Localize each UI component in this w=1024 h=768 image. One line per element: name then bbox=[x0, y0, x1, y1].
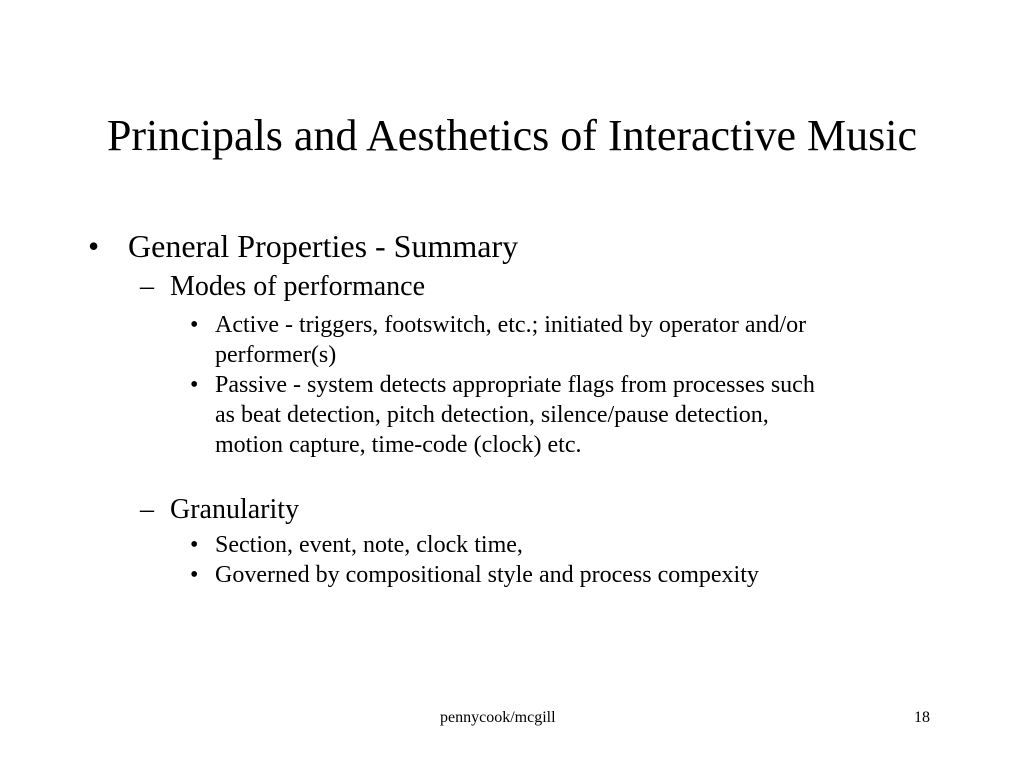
level2-dash-marker: – bbox=[140, 271, 154, 302]
section-label-granularity: Granularity bbox=[170, 494, 300, 525]
list-item-line: as beat detection, pitch detection, silence/pause detection, bbox=[215, 402, 769, 428]
list-item-line: motion capture, time-code (clock) etc. bbox=[215, 432, 582, 458]
page-number: 18 bbox=[914, 709, 930, 726]
level1-bullet-marker: • bbox=[88, 228, 100, 264]
level3-bullet-marker: • bbox=[190, 562, 199, 588]
level3-bullet-marker: • bbox=[190, 312, 199, 338]
level3-bullet-marker: • bbox=[190, 532, 199, 558]
list-item-line: Active - triggers, footswitch, etc.; initiated by operator and/or bbox=[215, 312, 807, 338]
footer-source: pennycook/mcgill bbox=[440, 709, 556, 726]
level2-dash-marker: – bbox=[140, 494, 154, 525]
list-item-line: performer(s) bbox=[215, 342, 337, 368]
section-label-modes-of-performance: Modes of performance bbox=[170, 271, 426, 302]
level1-heading: General Properties - Summary bbox=[128, 228, 519, 264]
list-item-line: Section, event, note, clock time, bbox=[215, 532, 523, 558]
list-item-line: Governed by compositional style and process compexity bbox=[215, 562, 759, 588]
list-item-line: Passive - system detects appropriate flags from processes such bbox=[215, 372, 815, 398]
level3-bullet-marker: • bbox=[190, 372, 199, 398]
slide-title: Principals and Aesthetics of Interactive Music bbox=[106, 111, 918, 160]
